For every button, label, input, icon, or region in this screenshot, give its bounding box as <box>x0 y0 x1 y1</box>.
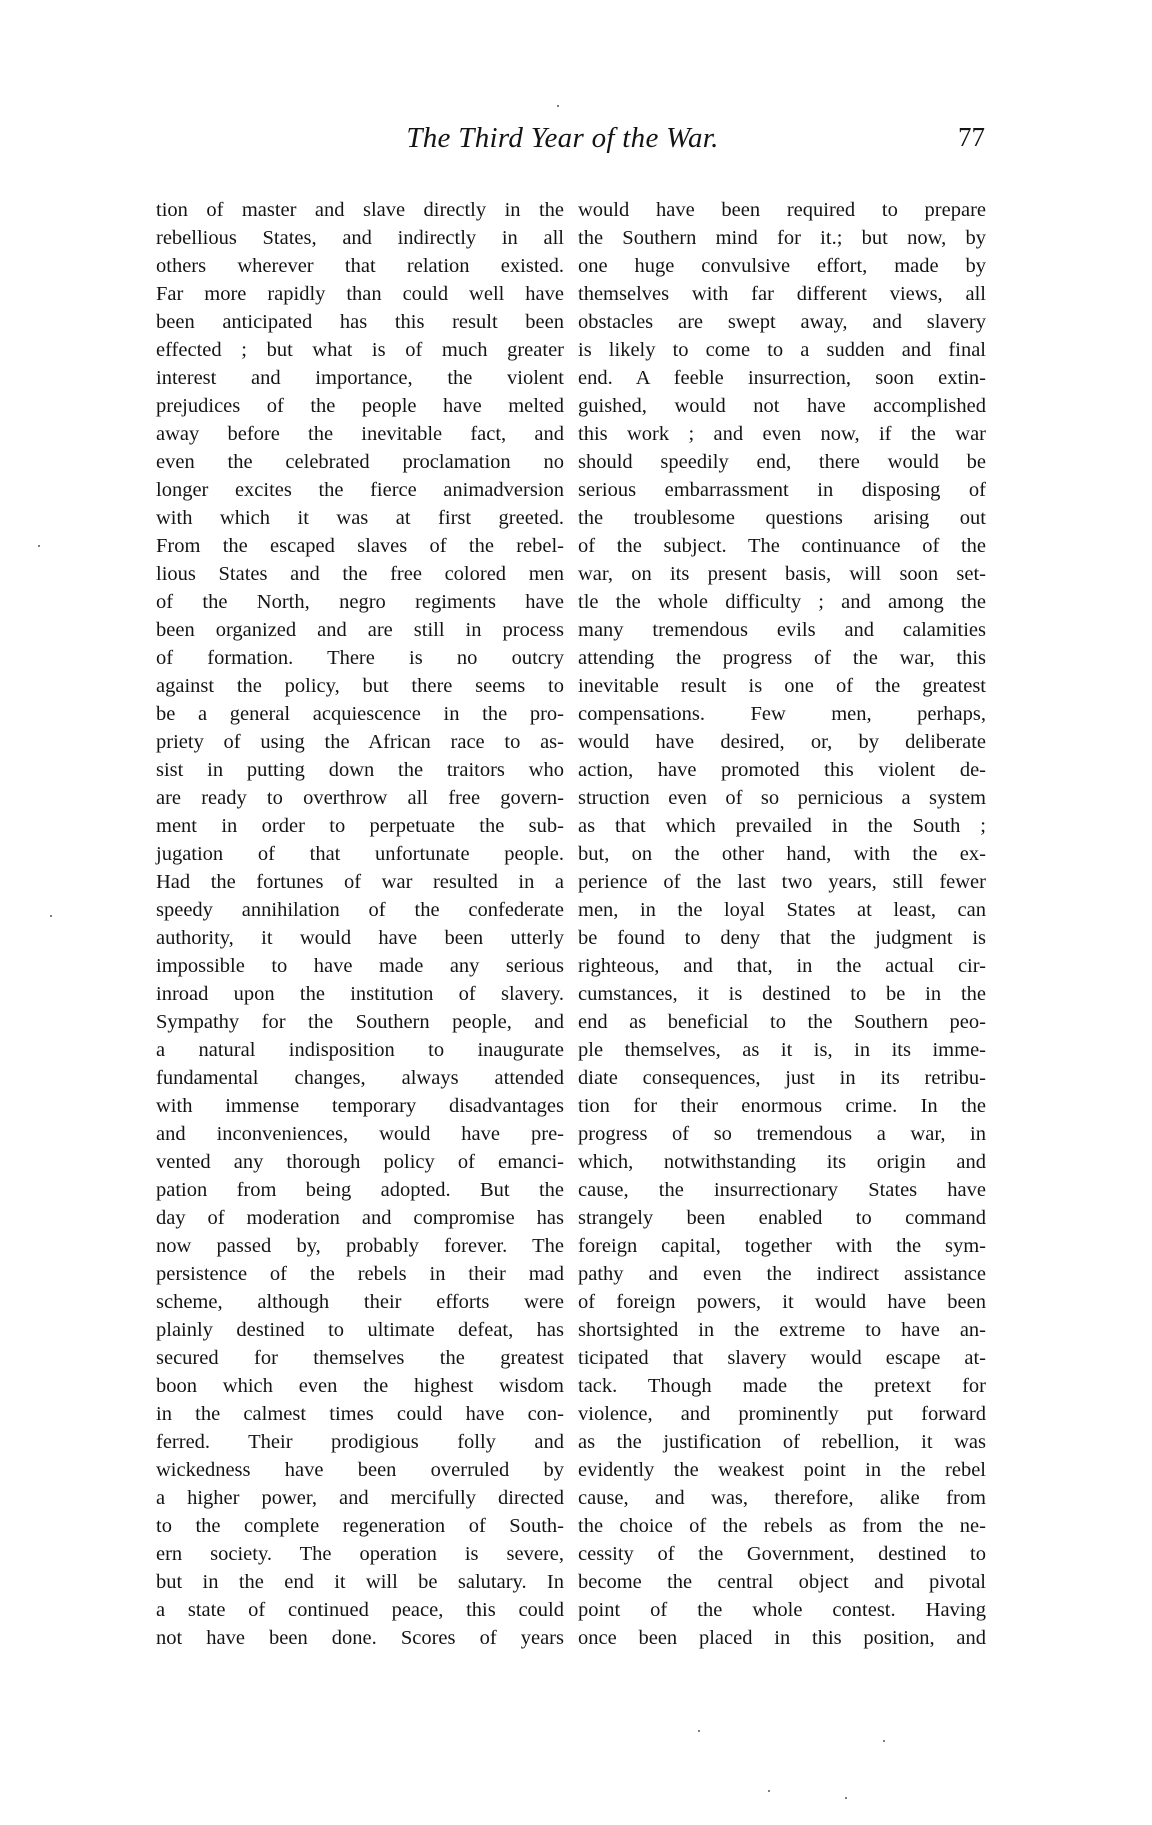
text-line: of foreign powers, it would have been <box>578 1291 986 1313</box>
scan-speck <box>698 1730 700 1732</box>
text-line: tack. Though made the pretext for <box>578 1375 986 1397</box>
text-line: cause, the insurrectionary States have <box>578 1179 986 1201</box>
text-line: pation from being adopted. But the <box>156 1179 564 1201</box>
scan-speck <box>38 545 40 547</box>
left-column <box>156 196 564 1652</box>
scan-speck <box>845 1797 847 1799</box>
text-line: tion of master and slave directly in the <box>156 199 564 221</box>
text-line: ern society. The operation is severe, <box>156 1543 564 1565</box>
page-number: 77 <box>958 122 985 152</box>
text-line: Sympathy for the Southern people, and <box>156 1011 564 1033</box>
text-line: compensations. Few men, perhaps, <box>578 703 986 725</box>
text-line: lious States and the free colored men <box>156 563 564 585</box>
text-line: cumstances, it is destined to be in the <box>578 983 986 1005</box>
text-line: once been placed in this position, and <box>578 1627 986 1649</box>
text-line: tion for their enormous crime. In the <box>578 1095 986 1117</box>
text-line: with which it was at first greeted. <box>156 507 564 529</box>
scan-speck <box>768 1790 770 1792</box>
text-line: guished, would not have accomplished <box>578 395 986 417</box>
text-line: day of moderation and compromise has <box>156 1207 564 1229</box>
text-line: a state of continued peace, this could <box>156 1599 564 1621</box>
text-line: ferred. Their prodigious folly and <box>156 1431 564 1453</box>
text-line: against the policy, but there seems to <box>156 675 564 697</box>
text-line: the Southern mind for it.; but now, by <box>578 227 986 249</box>
text-line: interest and importance, the violent <box>156 367 564 389</box>
text-line: action, have promoted this violent de- <box>578 759 986 781</box>
text-line: end as beneficial to the Southern peo- <box>578 1011 986 1033</box>
right-column <box>578 196 986 1652</box>
text-line: boon which even the highest wisdom <box>156 1375 564 1397</box>
text-line: others wherever that relation existed. <box>156 255 564 277</box>
text-line: effected ; but what is of much greater <box>156 339 564 361</box>
text-line: are ready to overthrow all free govern- <box>156 787 564 809</box>
text-line: shortsighted in the extreme to have an- <box>578 1319 986 1341</box>
text-line: the troublesome questions arising out <box>578 507 986 529</box>
text-line: pathy and even the indirect assistance <box>578 1263 986 1285</box>
text-line: speedy annihilation of the confederate <box>156 899 564 921</box>
text-line: be found to deny that the judgment is <box>578 927 986 949</box>
text-line: but in the end it will be salutary. In <box>156 1571 564 1593</box>
text-line: priety of using the African race to as- <box>156 731 564 753</box>
text-line: end. A feeble insurrection, soon extin- <box>578 367 986 389</box>
text-line: been organized and are still in process <box>156 619 564 641</box>
text-line: authority, it would have been utterly <box>156 927 564 949</box>
text-line: vented any thorough policy of emanci- <box>156 1151 564 1173</box>
text-line: war, on its present basis, will soon set- <box>578 563 986 585</box>
text-line: now passed by, probably forever. The <box>156 1235 564 1257</box>
text-line: obstacles are swept away, and slavery <box>578 311 986 333</box>
text-line: not have been done. Scores of years <box>156 1627 564 1649</box>
text-line: be a general acquiescence in the pro- <box>156 703 564 725</box>
text-line: serious embarrassment in disposing of <box>578 479 986 501</box>
text-line: would have been required to prepare <box>578 199 986 221</box>
running-head <box>140 122 985 162</box>
text-line: prejudices of the people have melted <box>156 395 564 417</box>
text-line: ple themselves, as it is, in its imme- <box>578 1039 986 1061</box>
text-line: become the central object and pivotal <box>578 1571 986 1593</box>
text-line: longer excites the fierce animadversion <box>156 479 564 501</box>
text-line: righteous, and that, in the actual cir- <box>578 955 986 977</box>
text-line: one huge convulsive effort, made by <box>578 255 986 277</box>
text-line: ment in order to perpetuate the sub- <box>156 815 564 837</box>
text-line: cessity of the Government, destined to <box>578 1543 986 1565</box>
text-line: but, on the other hand, with the ex- <box>578 843 986 865</box>
text-line: progress of so tremendous a war, in <box>578 1123 986 1145</box>
text-line: fundamental changes, always attended <box>156 1067 564 1089</box>
text-line: tle the whole difficulty ; and among the <box>578 591 986 613</box>
text-line: perience of the last two years, still fewer <box>578 871 986 893</box>
text-line: the choice of the rebels as from the ne- <box>578 1515 986 1537</box>
text-line: many tremendous evils and calamities <box>578 619 986 641</box>
text-line: this work ; and even now, if the war <box>578 423 986 445</box>
text-line: inevitable result is one of the greatest <box>578 675 986 697</box>
text-line: rebellious States, and indirectly in all <box>156 227 564 249</box>
scan-speck <box>50 915 52 917</box>
text-line: and inconveniences, would have pre- <box>156 1123 564 1145</box>
text-line: in the calmest times could have con- <box>156 1403 564 1425</box>
text-line: wickedness have been overruled by <box>156 1459 564 1481</box>
text-line: a natural indisposition to inaugurate <box>156 1039 564 1061</box>
running-title: The Third Year of the War. <box>406 122 719 154</box>
text-line: a higher power, and mercifully directed <box>156 1487 564 1509</box>
text-line: as the justification of rebellion, it was <box>578 1431 986 1453</box>
text-line: of the North, negro regiments have <box>156 591 564 613</box>
text-line: ticipated that slavery would escape at- <box>578 1347 986 1369</box>
text-line: themselves with far different views, all <box>578 283 986 305</box>
text-line: of the subject. The continuance of the <box>578 535 986 557</box>
text-line: to the complete regeneration of South- <box>156 1515 564 1537</box>
text-line: as that which prevailed in the South ; <box>578 815 986 837</box>
text-line: of formation. There is no outcry <box>156 647 564 669</box>
text-line: violence, and prominently put forward <box>578 1403 986 1425</box>
text-line: impossible to have made any serious <box>156 955 564 977</box>
text-line: should speedily end, there would be <box>578 451 986 473</box>
text-line: Had the fortunes of war resulted in a <box>156 871 564 893</box>
text-line: is likely to come to a sudden and final <box>578 339 986 361</box>
text-line: foreign capital, together with the sym- <box>578 1235 986 1257</box>
text-line: diate consequences, just in its retribu- <box>578 1067 986 1089</box>
text-line: attending the progress of the war, this <box>578 647 986 669</box>
text-line: scheme, although their efforts were <box>156 1291 564 1313</box>
text-line: evidently the weakest point in the rebel <box>578 1459 986 1481</box>
text-line: even the celebrated proclamation no <box>156 451 564 473</box>
text-line: jugation of that unfortunate people. <box>156 843 564 865</box>
text-line: plainly destined to ultimate defeat, has <box>156 1319 564 1341</box>
text-line: secured for themselves the greatest <box>156 1347 564 1369</box>
text-line: Far more rapidly than could well have <box>156 283 564 305</box>
text-line: away before the inevitable fact, and <box>156 423 564 445</box>
text-line: point of the whole contest. Having <box>578 1599 986 1621</box>
text-line: inroad upon the institution of slavery. <box>156 983 564 1005</box>
text-line: strangely been enabled to command <box>578 1207 986 1229</box>
text-line: which, notwithstanding its origin and <box>578 1151 986 1173</box>
text-line: persistence of the rebels in their mad <box>156 1263 564 1285</box>
text-line: cause, and was, therefore, alike from <box>578 1487 986 1509</box>
text-line: been anticipated has this result been <box>156 311 564 333</box>
text-line: men, in the loyal States at least, can <box>578 899 986 921</box>
text-line: would have desired, or, by deliberate <box>578 731 986 753</box>
scan-speck <box>557 105 559 107</box>
text-line: with immense temporary disadvantages <box>156 1095 564 1117</box>
text-line: From the escaped slaves of the rebel- <box>156 535 564 557</box>
text-line: sist in putting down the traitors who <box>156 759 564 781</box>
scan-speck <box>883 1740 885 1742</box>
text-line: struction even of so pernicious a system <box>578 787 986 809</box>
